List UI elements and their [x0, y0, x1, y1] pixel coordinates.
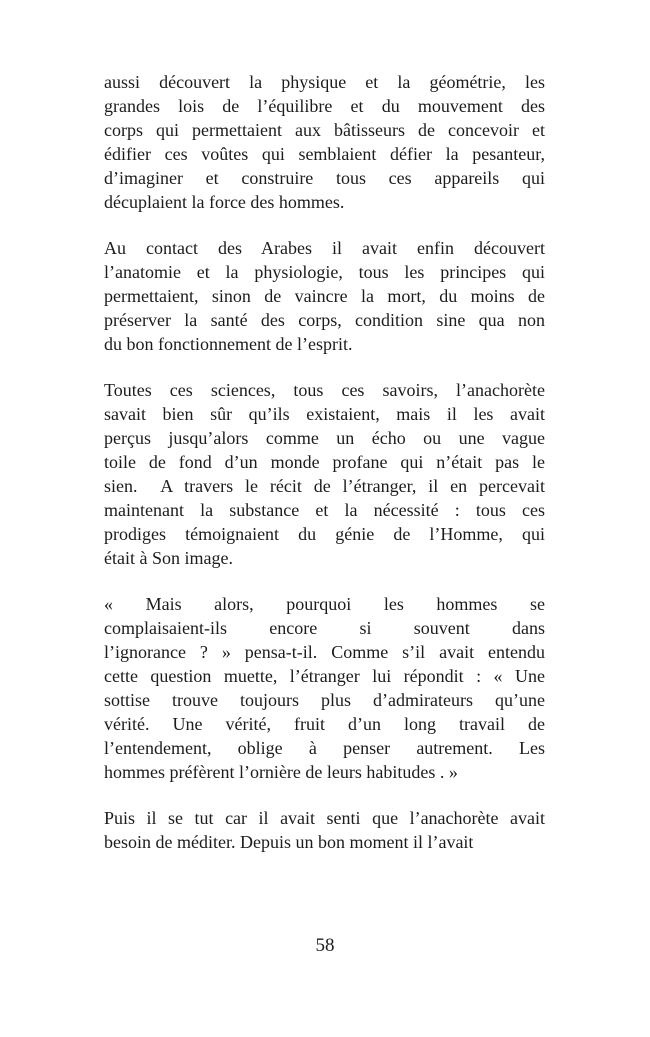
- paragraph: [104, 592, 545, 784]
- text-line: aussi découvert la physique et la géométrie, les: [104, 72, 545, 92]
- text-line: sottise trouve toujours plus d’admirateurs qu’une: [104, 690, 545, 710]
- text-line: Toutes ces sciences, tous ces savoirs, l’anachorète: [104, 380, 545, 400]
- text-line: vérité. Une vérité, fruit d’un long travail de: [104, 714, 545, 734]
- text-line: l’anatomie et la physiologie, tous les principes qui: [104, 262, 545, 282]
- text-line: Au contact des Arabes il avait enfin découvert: [104, 238, 545, 258]
- paragraph: [104, 70, 545, 214]
- paragraph: [104, 236, 545, 356]
- text-line: grandes lois de l’équilibre et du mouvement des: [104, 96, 545, 116]
- text-line: permettaient, sinon de vaincre la mort, du moins de: [104, 286, 545, 306]
- paragraph: [104, 378, 545, 570]
- text-line: d’imaginer et construire tous ces appareils qui: [104, 168, 545, 188]
- text-line: sien. A travers le récit de l’étranger, il en percevait: [104, 476, 545, 496]
- text-line: corps qui permettaient aux bâtisseurs de concevoir et: [104, 120, 545, 140]
- text-line: décuplaient la force des hommes.: [104, 192, 345, 212]
- text-line: Puis il se tut car il avait senti que l’anachorète avait: [104, 808, 545, 828]
- text-line: hommes préfèrent l’ornière de leurs habitudes . »: [104, 762, 458, 782]
- text-line: édifier ces voûtes qui semblaient défier la pesanteur,: [104, 144, 545, 164]
- text-line: cette question muette, l’étranger lui répondit : « Une: [104, 666, 545, 686]
- text-line: maintenant la substance et la nécessité : tous ces: [104, 500, 545, 520]
- text-line: perçus jusqu’alors comme un écho ou une vague: [104, 428, 545, 448]
- text-line: toile de fond d’un monde profane qui n’était pas le: [104, 452, 545, 472]
- text-line: était à Son image.: [104, 548, 233, 568]
- page-number: 58: [315, 935, 335, 956]
- paragraph: [104, 806, 545, 854]
- text-line: complaisaient-ils encore si souvent dans: [104, 618, 545, 638]
- text-line: préserver la santé des corps, condition sine qua non: [104, 310, 545, 330]
- text-line: l’ignorance ? » pensa-t-il. Comme s’il avait entendu: [104, 642, 545, 662]
- page-text: [104, 70, 545, 876]
- text-line: « Mais alors, pourquoi les hommes se: [104, 594, 545, 614]
- text-line: besoin de méditer. Depuis un bon moment il l’avait: [104, 832, 474, 852]
- text-line: prodiges témoignaient du génie de l’Homme, qui: [104, 524, 545, 544]
- text-line: du bon fonctionnement de l’esprit.: [104, 334, 353, 354]
- text-line: l’entendement, oblige à penser autrement. Les: [104, 738, 545, 758]
- text-line: savait bien sûr qu’ils existaient, mais il les avait: [104, 404, 545, 424]
